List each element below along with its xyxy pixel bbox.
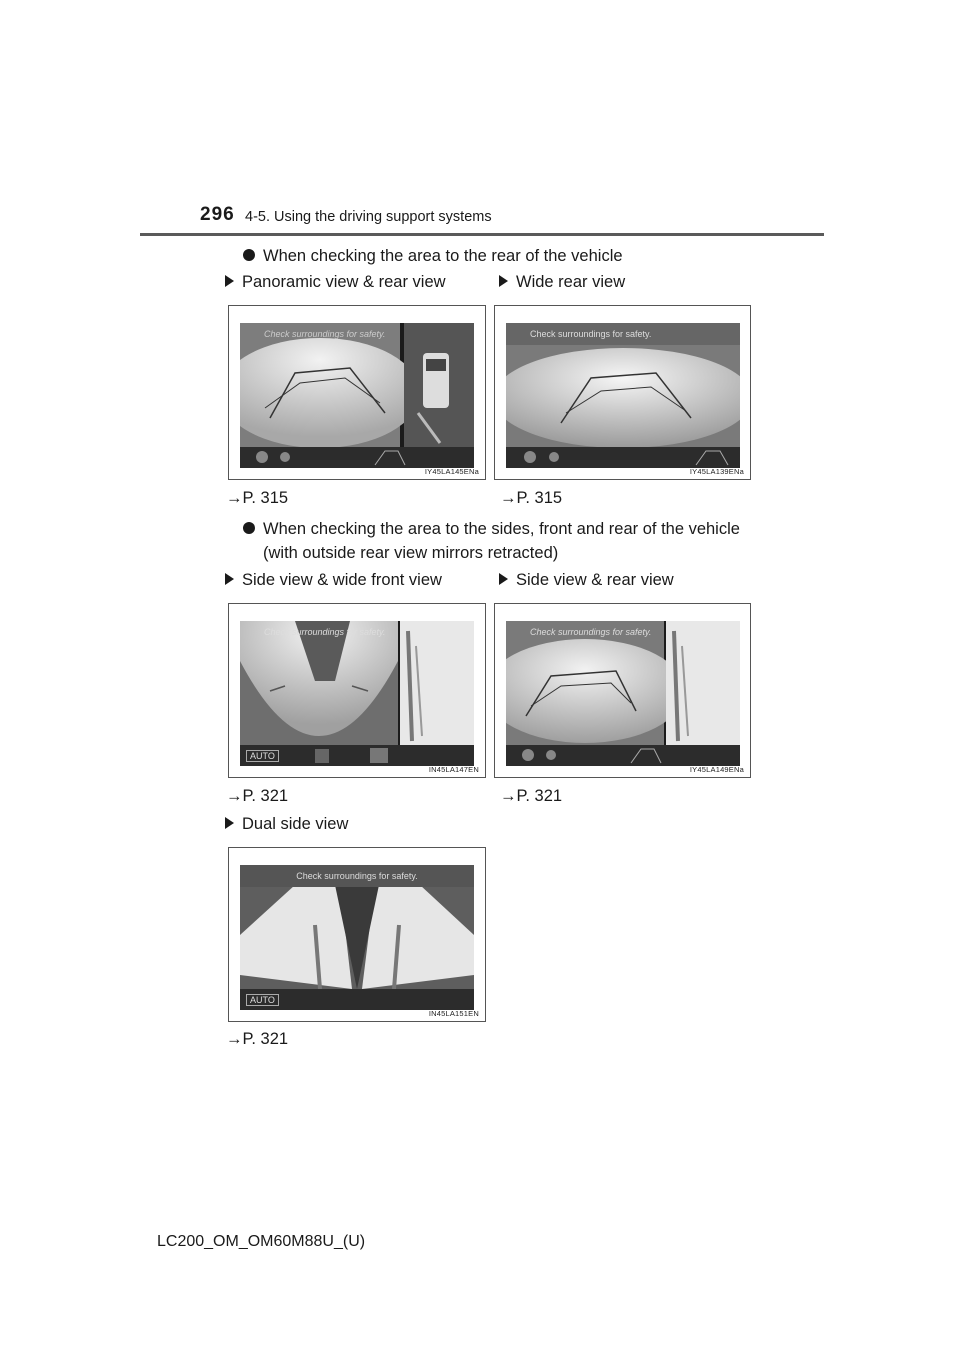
- figure-code: IY45LA139ENa: [689, 467, 744, 476]
- arrow-right-icon: →: [500, 489, 517, 507]
- screen-message: Check surroundings for safety.: [264, 329, 386, 339]
- figure-label-side-rear: Side view & rear view: [499, 571, 674, 590]
- arrow-right-icon: →: [226, 1030, 243, 1048]
- triangle-right-icon: [225, 817, 234, 829]
- figure-label-side-wide-front: Side view & wide front view: [225, 571, 442, 590]
- auto-button: AUTO: [246, 750, 279, 762]
- page-number: 296: [200, 204, 235, 225]
- section-title: 4-5. Using the driving support systems: [245, 209, 492, 225]
- figure-dual-side: [228, 847, 486, 1022]
- bullet-dot-icon: [243, 249, 255, 261]
- triangle-right-icon: [225, 573, 234, 585]
- arrow-right-icon: →: [226, 489, 243, 507]
- figure-side-rear: [494, 603, 751, 778]
- page-reference: →P. 315: [500, 489, 563, 507]
- figure-panoramic-rear: [228, 305, 486, 480]
- camera-screen: [506, 323, 740, 468]
- camera-screen: [240, 865, 474, 1010]
- camera-screen: [506, 621, 740, 766]
- page-reference: →P. 315: [226, 489, 289, 507]
- triangle-right-icon: [499, 275, 508, 287]
- page-reference: →P. 321: [500, 787, 563, 805]
- header-rule: [140, 233, 824, 236]
- figure-side-wide-front: [228, 603, 486, 778]
- bullet-rear-area: [243, 244, 623, 268]
- camera-screen: [240, 621, 474, 766]
- arrow-right-icon: →: [226, 787, 243, 805]
- page-reference: →P. 321: [226, 1030, 289, 1048]
- figure-code: IN45LA151EN: [428, 1009, 479, 1018]
- auto-button: AUTO: [246, 994, 279, 1006]
- document-id: LC200_OM_OM60M88U_(U): [157, 1233, 366, 1250]
- page-reference: →P. 321: [226, 787, 289, 805]
- figure-label-dual-side: Dual side view: [225, 815, 348, 834]
- screen-message: Check surroundings for safety.: [530, 627, 652, 637]
- figure-label-panoramic-rear: Panoramic view & rear view: [225, 273, 446, 292]
- arrow-right-icon: →: [500, 787, 517, 805]
- bullet-sides-front-rear: When checking the area to the sides, front and rear of the vehicle (with outside rear view mirrors retracted): [243, 517, 740, 565]
- triangle-right-icon: [225, 275, 234, 287]
- figure-label-wide-rear: Wide rear view: [499, 273, 625, 292]
- bullet-dot-icon: [243, 522, 255, 534]
- figure-code: IY45LA145ENa: [424, 467, 479, 476]
- screen-message: Check surroundings for safety.: [240, 865, 474, 887]
- figure-code: IY45LA149ENa: [689, 765, 744, 774]
- screen-message: Check surroundings for safety.: [264, 627, 386, 637]
- screen-message: Check surroundings for safety.: [506, 323, 740, 345]
- camera-screen: [240, 323, 474, 468]
- figure-code: IN45LA147EN: [428, 765, 479, 774]
- bullet-text: When checking the area to the rear of the vehicle: [263, 247, 623, 265]
- figure-wide-rear: [494, 305, 751, 480]
- triangle-right-icon: [499, 573, 508, 585]
